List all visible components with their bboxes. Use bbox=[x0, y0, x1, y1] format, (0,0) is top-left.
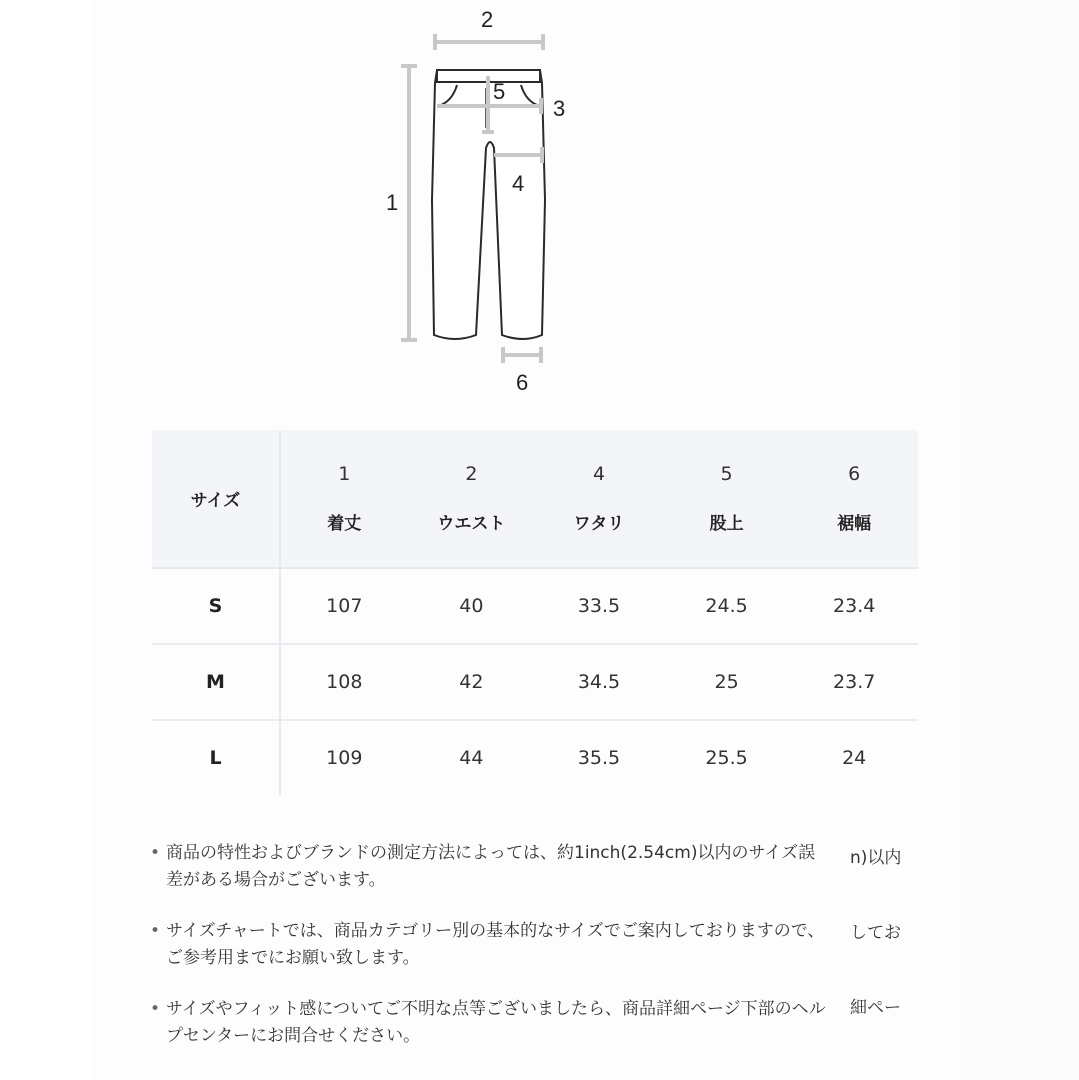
table-row bbox=[152, 720, 918, 795]
bullet: • bbox=[150, 843, 161, 863]
header-col bbox=[408, 430, 536, 568]
table-cell: 44 bbox=[408, 720, 536, 795]
header-col-num: 2 bbox=[465, 463, 478, 485]
header-size: サイズ bbox=[152, 430, 280, 568]
header-col-label: 股上 bbox=[709, 514, 744, 534]
note-item bbox=[150, 840, 830, 894]
note-item bbox=[150, 996, 830, 1050]
table-cell: 33.5 bbox=[535, 568, 663, 644]
note-text: サイズやフィット感についてご不明な点等ございましたら、商品詳細ページ下部のヘルプセンターにお問合せください。 bbox=[166, 999, 826, 1046]
label-waist: 2 bbox=[481, 7, 494, 32]
notes-list bbox=[150, 840, 830, 1074]
header-col bbox=[663, 430, 791, 568]
header-col-num: 5 bbox=[720, 463, 733, 485]
right-edge-panel bbox=[960, 0, 1079, 1080]
note-item bbox=[150, 918, 830, 972]
clipped-fragment: してお bbox=[850, 923, 901, 943]
header-col-label: 裾幅 bbox=[837, 514, 872, 534]
size-chart-table bbox=[152, 430, 918, 795]
header-col-num: 1 bbox=[338, 463, 351, 485]
header-col bbox=[790, 430, 918, 568]
note-text: サイズチャートでは、商品カテゴリー別の基本的なサイズでご案内しておりますので、ご参考用までにお願い致します。 bbox=[166, 921, 825, 968]
header-col bbox=[280, 430, 408, 568]
table-cell: 25 bbox=[663, 644, 791, 720]
table-cell: 23.7 bbox=[790, 644, 918, 720]
row-size: M bbox=[152, 644, 280, 720]
table-header-row bbox=[152, 430, 918, 568]
table-cell: 34.5 bbox=[535, 644, 663, 720]
table-cell: 108 bbox=[280, 644, 408, 720]
row-size: L bbox=[152, 720, 280, 795]
table-cell: 109 bbox=[280, 720, 408, 795]
table-row bbox=[152, 644, 918, 720]
header-col-label: ウエスト bbox=[437, 514, 506, 534]
bullet: • bbox=[150, 921, 161, 941]
table-cell: 24 bbox=[790, 720, 918, 795]
label-thigh: 4 bbox=[512, 171, 525, 196]
table-row bbox=[152, 568, 918, 644]
label-length: 1 bbox=[386, 190, 399, 215]
label-rise: 5 bbox=[493, 79, 506, 104]
table-cell: 25.5 bbox=[663, 720, 791, 795]
label-hip: 3 bbox=[553, 96, 566, 121]
clipped-fragment: 細ペー bbox=[850, 998, 901, 1018]
header-col-num: 6 bbox=[848, 463, 861, 485]
header-col bbox=[535, 430, 663, 568]
table-cell: 23.4 bbox=[790, 568, 918, 644]
pants-diagram bbox=[370, 0, 570, 400]
bullet: • bbox=[150, 999, 161, 1019]
clipped-fragment: n)以内 bbox=[850, 848, 902, 868]
table-cell: 40 bbox=[408, 568, 536, 644]
header-col-label: ワタリ bbox=[573, 514, 625, 534]
row-size: S bbox=[152, 568, 280, 644]
header-col-label: 着丈 bbox=[327, 514, 362, 534]
table-cell: 24.5 bbox=[663, 568, 791, 644]
table-cell: 107 bbox=[280, 568, 408, 644]
note-text: 商品の特性およびブランドの測定方法によっては、約1inch(2.54cm)以内のサイズ誤差がある場合がございます。 bbox=[166, 843, 816, 890]
table-cell: 35.5 bbox=[535, 720, 663, 795]
header-col-num: 4 bbox=[592, 463, 606, 485]
label-hem: 6 bbox=[516, 370, 529, 395]
table-cell: 42 bbox=[408, 644, 536, 720]
